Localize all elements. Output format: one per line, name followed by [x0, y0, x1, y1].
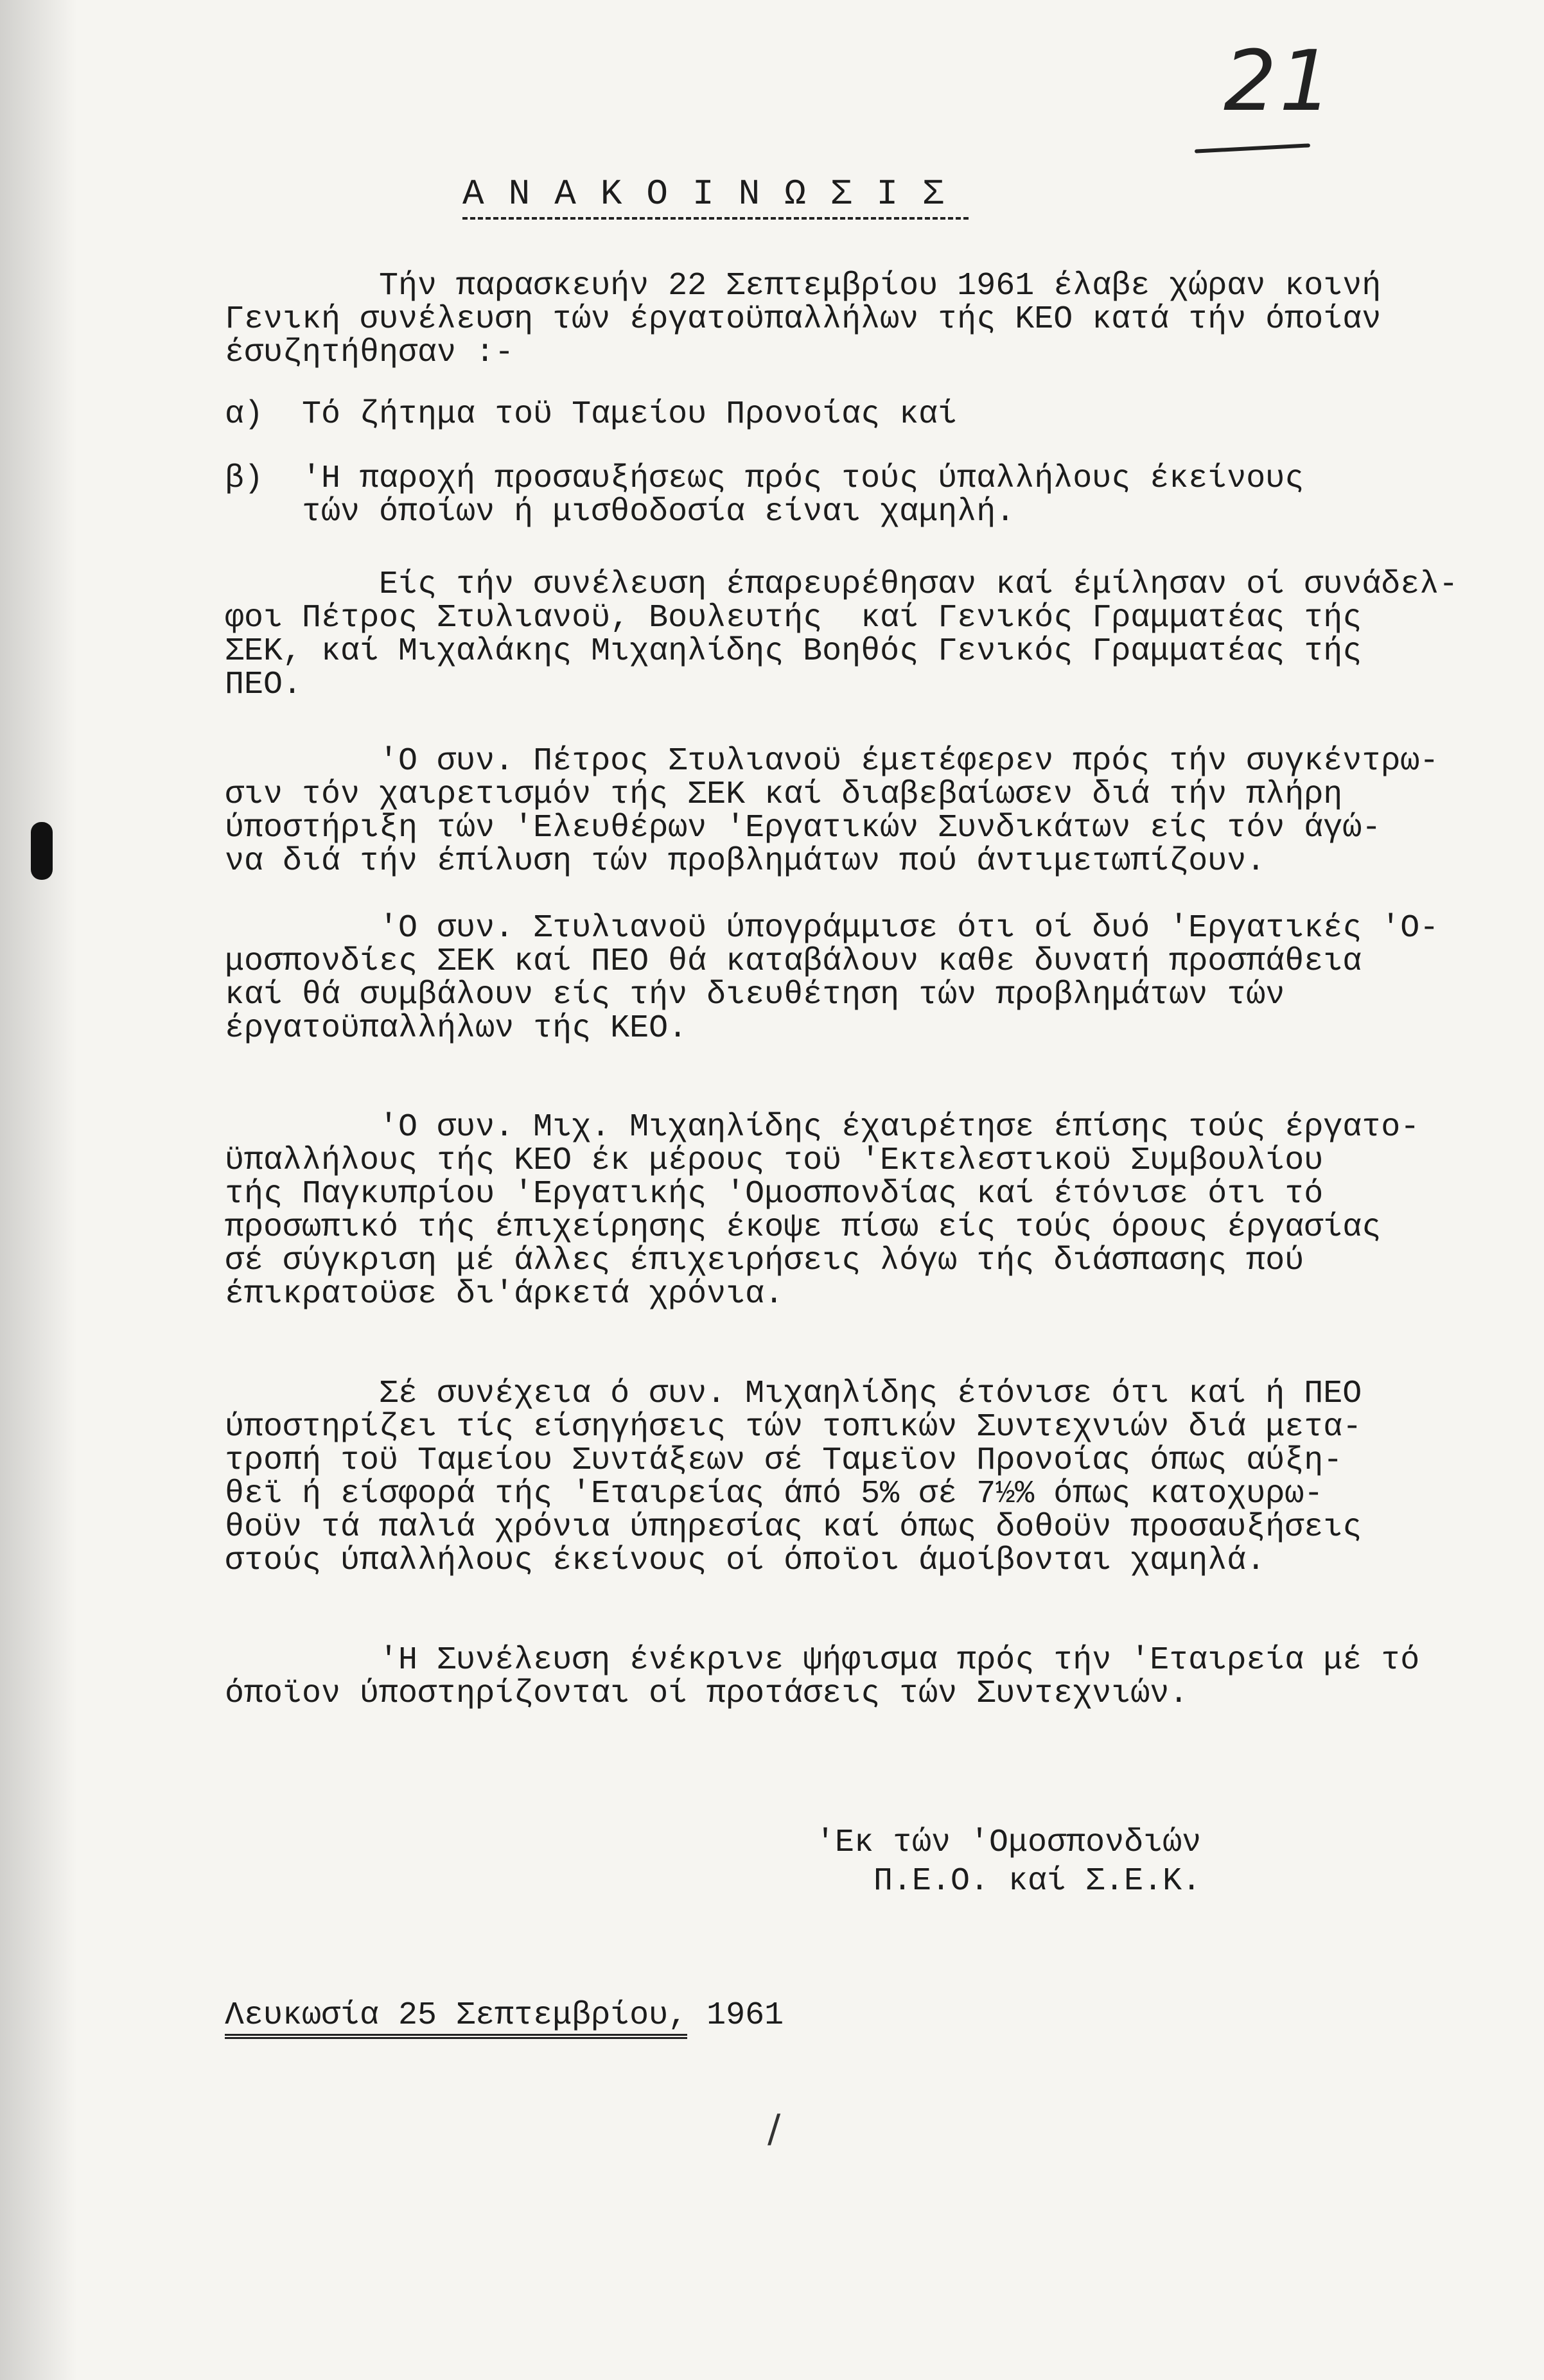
stray-pen-mark: /: [768, 2106, 781, 2151]
paragraph-attendees: Είς τήν συνέλευση έπαρευρέθησαν καί έμίλησαν οί συνάδελ- φοι Πέτρος Στυλιανοϋ, Βουλευτής καί Γενικός Γραμματέας τής ΣΕΚ, καί Μιχαλάκης Μιχαηλίδης Βοηθός Γενικός Γραμματέας τής ΠΕΟ.: [225, 566, 1459, 703]
list-item-b: β) 'Η παροχή προσαυξήσεως πρός τούς ύπαλλήλους έκείνους τών όποίων ή μισθοδοσία είναι χαμηλή.: [225, 460, 1304, 530]
paragraph-michaelides-greeting: 'Ο συν. Μιχ. Μιχαηλίδης έχαιρέτησε έπίσης τούς έργατο- ϋπαλλήλους τής ΚΕΟ έκ μέρους τοϋ 'Εκτελεστικοϋ Συμβουλίου τής Παγκυπρίου 'Εργατικής 'Ομοσπονδίας καί έτόνισε ότι τό προσωπικό τής έπιχείρησης έκοψε πίσω είς τούς όρους έργασίας σέ σύγκριση μέ άλλες έπιχειρήσεις λόγω τής διάσπασης πού έπικρατοϋσε δι'άρκετά χρόνια.: [225, 1109, 1420, 1313]
place-date-underlined: Λευκωσία 25 Σεπτεμβρίου,: [225, 1997, 687, 2039]
paragraph-resolution: 'Η Συνέλευση ένέκρινε ψήφισμα πρός τήν 'Εταιρεία μέ τό όποϊον ύποστηρίζονται οί προτάσεις τών Συντεχνιών.: [225, 1642, 1420, 1712]
document-title: ΑΝΑΚΟΙΝΩΣΙΣ: [462, 173, 969, 220]
handwritten-page-number: 21: [1224, 32, 1335, 130]
page-number-underline: [1195, 143, 1310, 153]
paragraph-michaelides-proposals: Σέ συνέχεια ό συν. Μιχαηλίδης έτόνισε ότι καί ή ΠΕΟ ύποστηρίζει τίς είσηγήσεις τών τοπικών Συντεχνιών διά μετα- τροπή τοϋ Ταμείου Συντάξεων σέ Ταμεϊον Προνοίας όπως αύξη- θεϊ ή είσφορά τής 'Εταιρείας άπό 5% σέ 7½% όπως κατοχυρω- θοϋν τά παλιά χρόνια ύπηρεσίας καί όπως δοθοϋν προσαυξήσεις στούς ύπαλλήλους έκείνους οί όποϊοι άμοίβονται χαμηλά.: [225, 1376, 1362, 1579]
punch-hole: [31, 822, 53, 880]
paragraph-intro: Τήν παρασκευήν 22 Σεπτεμβρίου 1961 έλαβε χώραν κοινή Γενική συνέλευση τών έργατοϋπαλλήλων τής ΚΕΟ κατά τήν όποίαν έσυζητήθησαν :-: [225, 268, 1382, 371]
list-item-a: α) Τό ζήτημα τοϋ Ταμείου Προνοίας καί: [225, 396, 958, 433]
place-date-year: 1961: [687, 1997, 784, 2034]
paragraph-stylianou-federations: 'Ο συν. Στυλιανοϋ ύπογράμμισε ότι οί δυό 'Εργατικές 'Ο- μοσπονδίες ΣΕΚ καί ΠΕΟ θά καταβάλουν καθε δυνατή προσπάθεια καί θά συμβάλουν είς τήν διευθέτηση τών προβλημάτων τών έργατοϋπαλλήλων τής ΚΕΟ.: [225, 910, 1439, 1047]
signature-block: 'Εκ τών 'Ομοσπονδιών Π.Ε.Ο. καί Σ.Ε.Κ.: [816, 1824, 1202, 1900]
place-date: [225, 1997, 784, 2034]
paragraph-stylianou-greeting: 'Ο συν. Πέτρος Στυλιανοϋ έμετέφερεν πρός τήν συγκέντρω- σιν τόν χαιρετισμόν τής ΣΕΚ καί διαβεβαίωσεν διά τήν πλήρη ύποστήριξη τών 'Ελευθέρων 'Εργατικών Συνδικάτων είς τόν άγώ- να διά τήν έπίλυση τών προβλημάτων πού άντιμετωπίζουν.: [225, 743, 1439, 880]
binding-edge-shadow: [0, 0, 77, 2380]
